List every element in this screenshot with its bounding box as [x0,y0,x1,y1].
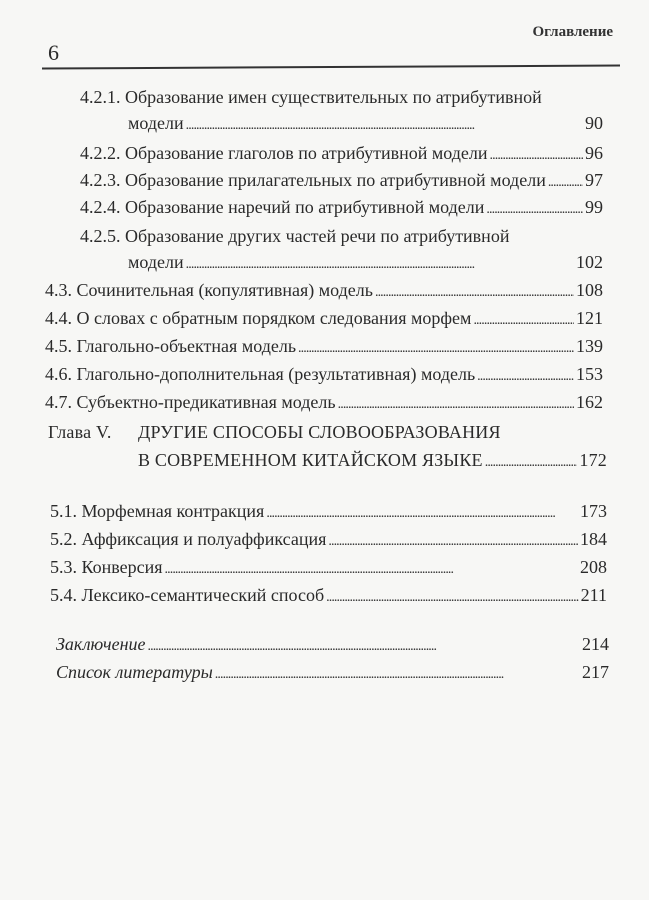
toc-entry-4-6[interactable] [45,363,603,388]
toc-entry-4-2-1[interactable] [80,86,542,108]
dot-leader [165,556,578,581]
toc-entry-5-3[interactable] [50,556,607,581]
toc-references[interactable] [56,661,609,686]
toc-entry-4-2-5[interactable] [80,225,509,247]
dot-leader [477,363,574,388]
dot-leader [298,335,574,360]
dot-leader [375,279,574,304]
entry-page: 97 [585,170,603,190]
entry-number: 4.6. [45,364,72,384]
entry-title-cont: модели [128,252,184,272]
entry-number: 4.5. [45,336,72,356]
dot-leader [215,661,580,686]
entry-number: 4.3. [45,280,72,300]
entry-page: 211 [580,585,607,605]
dot-leader [338,391,574,416]
toc-entry-4-7[interactable] [45,391,603,416]
dot-leader [490,142,583,167]
toc-entry-5-4[interactable] [50,584,607,609]
entry-number: 4.2.4. [80,197,121,217]
entry-title: Образование наречий по атрибутивной модели [125,197,485,217]
entry-number: 5.3. [50,557,77,577]
entry-page: 162 [576,392,603,412]
entry-page: 217 [582,662,609,682]
entry-number: 4.2.1. [80,87,121,107]
entry-page: 173 [580,501,607,521]
entry-title: Заключение [56,634,146,654]
entry-number: 5.4. [50,585,77,605]
toc-chapter-5-cont[interactable] [138,449,607,474]
toc-entry-5-2[interactable] [50,528,607,553]
entry-number: 4.7. [45,392,72,412]
chapter-title-cont: В СОВРЕМЕННОМ КИТАЙСКОМ ЯЗЫКЕ [138,450,483,470]
entry-title: Субъектно-предикативная модель [76,392,336,412]
toc-entry-4-2-5-cont[interactable] [128,251,603,276]
entry-page: 99 [585,197,603,217]
toc-entry-4-2-4[interactable] [80,196,603,221]
dot-leader [485,449,578,474]
toc-entry-4-2-2[interactable] [80,142,603,167]
entry-page: 208 [580,557,607,577]
dot-leader [328,528,578,553]
entry-number: 4.2.5. [80,226,121,246]
entry-page: 214 [582,634,609,654]
entry-page: 102 [576,252,603,272]
entry-number: 4.4. [45,308,72,328]
toc-entry-4-4[interactable] [45,307,603,332]
entry-title: Сочинительная (копулятивная) модель [76,280,373,300]
entry-title: Конверсия [81,557,163,577]
entry-title: Образование глаголов по атрибутивной модели [125,143,488,163]
dot-leader [148,633,581,658]
entry-number: 5.2. [50,529,77,549]
toc-entry-4-2-1-cont[interactable] [128,112,603,137]
entry-title: Глагольно-дополнительная (результативная) модель [76,364,476,384]
entry-title-cont: модели [128,113,184,133]
entry-title: Аффиксация и полуаффиксация [81,529,327,549]
entry-page: 90 [585,113,603,133]
entry-title: Список литературы [56,662,213,682]
entry-title: Образование других частей речи по атрибутивной [125,226,510,246]
entry-number: 5.1. [50,501,77,521]
entry-title: Образование имен существительных по атрибутивной [125,87,542,107]
entry-title: Глагольно-объектная модель [76,336,297,356]
header-rule [42,64,620,69]
running-head: Оглавление [532,24,613,40]
entry-title: Морфемная контракция [81,501,265,521]
entry-number: 4.2.3. [80,170,121,190]
toc-entry-4-2-3[interactable] [80,169,603,194]
dot-leader [473,307,574,332]
dot-leader [326,584,579,609]
dot-leader [186,251,574,276]
entry-number: 4.2.2. [80,143,121,163]
entry-page: 108 [576,280,603,300]
entry-page: 121 [576,308,603,328]
entry-page: 172 [579,450,607,470]
toc-entry-5-1[interactable] [50,500,607,525]
toc-entry-4-5[interactable] [45,335,603,360]
dot-leader [548,169,583,194]
entry-title: О словах с обратным порядком следования морфем [76,308,472,328]
dot-leader [266,500,578,525]
toc-entry-4-3[interactable] [45,279,603,304]
entry-page: 139 [576,336,603,356]
entry-page: 184 [580,529,607,549]
chapter-label: Глава V. [48,422,112,442]
page-number: 6 [48,40,59,65]
toc-conclusion[interactable] [56,633,609,658]
entry-title: Образование прилагательных по атрибутивной модели [125,170,546,190]
entry-page: 96 [585,143,603,163]
dot-leader [186,112,583,137]
chapter-title: ДРУГИЕ СПОСОБЫ СЛОВООБРАЗОВАНИЯ [138,422,501,442]
toc-chapter-5[interactable] [48,421,501,443]
dot-leader [486,196,583,221]
entry-title: Лексико-семантический способ [81,585,325,605]
entry-page: 153 [576,364,603,384]
